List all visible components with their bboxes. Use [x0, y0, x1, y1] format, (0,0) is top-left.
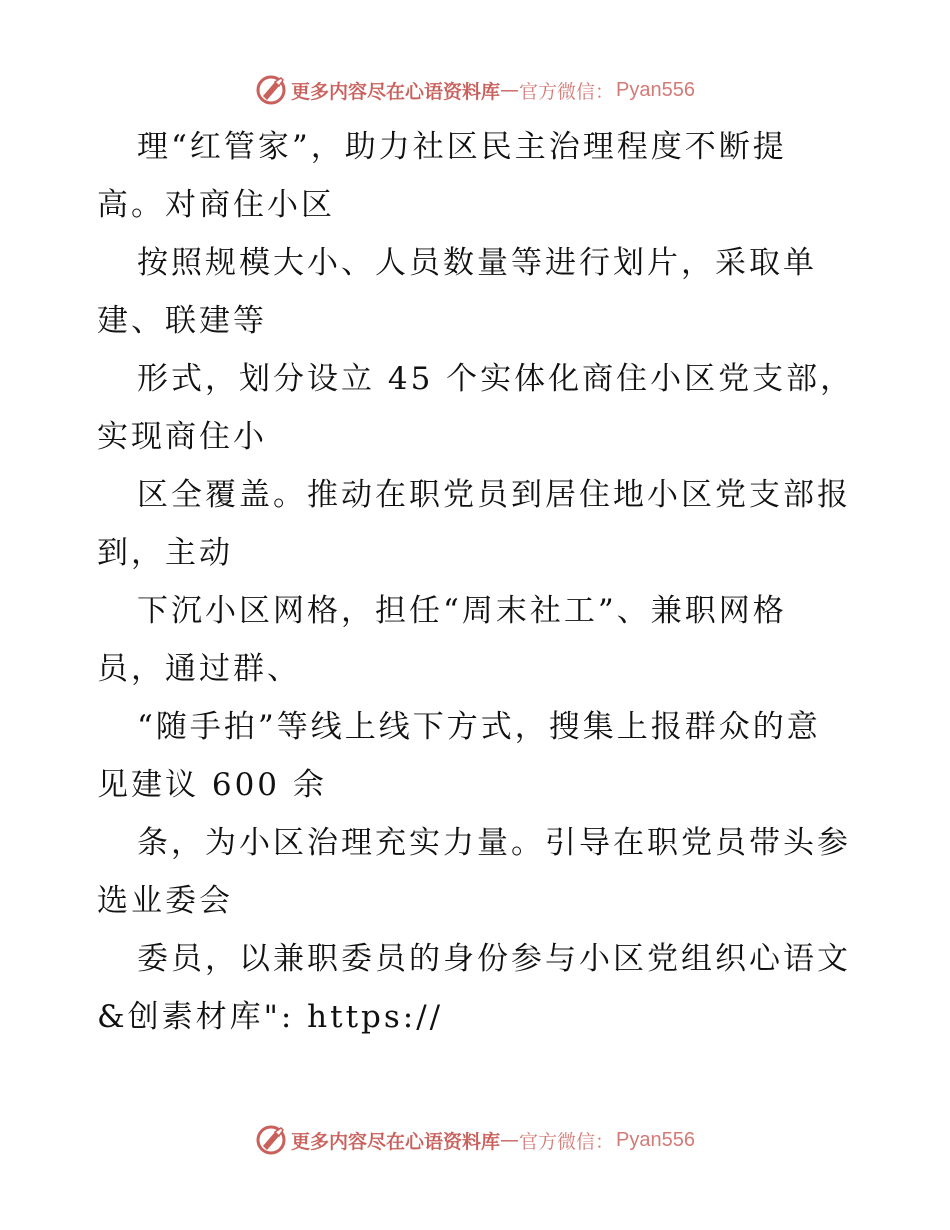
- banner-separator: —: [500, 79, 520, 101]
- footer-banner: [0, 1120, 950, 1160]
- header-banner: [0, 70, 950, 110]
- document-body: [97, 118, 877, 1046]
- text-line: 下沉小区网格，担任“周末社工”、兼职网格: [137, 593, 787, 629]
- text-line: 按照规模大小、人员数量等进行划片，采取单: [137, 245, 817, 281]
- text-line: 选业委会: [97, 883, 233, 919]
- text-line: 条，为小区治理充实力量。引导在职党员带头参: [137, 825, 851, 861]
- banner-title: 更多内容尽在心语资料库: [291, 80, 501, 103]
- text-line: 委员，以兼职委员的身份参与小区党组织心语文: [137, 941, 851, 977]
- logo-icon: [255, 1124, 287, 1156]
- text-line: “随手拍”等线上线下方式，搜集上报群众的意: [137, 709, 821, 745]
- text-line: 区全覆盖。推动在职党员到居住地小区党支部报: [137, 477, 851, 513]
- banner-wechat-label: 官方微信：: [519, 80, 615, 103]
- banner-separator: —: [500, 1129, 520, 1151]
- banner-wechat-id: Pyan556: [616, 1128, 695, 1151]
- text-line: 建、联建等: [97, 303, 267, 339]
- text-line: 员，通过群、: [97, 651, 301, 687]
- text-line: 高。对商住小区: [97, 187, 335, 223]
- text-line: 到，主动: [97, 535, 233, 571]
- text-line: &创素材库": https://: [97, 999, 444, 1035]
- banner-wechat-label: 官方微信：: [519, 1130, 615, 1153]
- banner-wechat-id: Pyan556: [616, 78, 695, 101]
- banner-title: 更多内容尽在心语资料库: [291, 1130, 501, 1153]
- text-line: 实现商住小: [97, 419, 267, 455]
- text-line: 理“红管家”，助力社区民主治理程度不断提: [137, 129, 787, 165]
- text-line: 形式，划分设立 45 个实体化商住小区党支部，: [137, 361, 855, 397]
- text-line: 见建议 600 余: [97, 767, 327, 803]
- logo-icon: [255, 74, 287, 106]
